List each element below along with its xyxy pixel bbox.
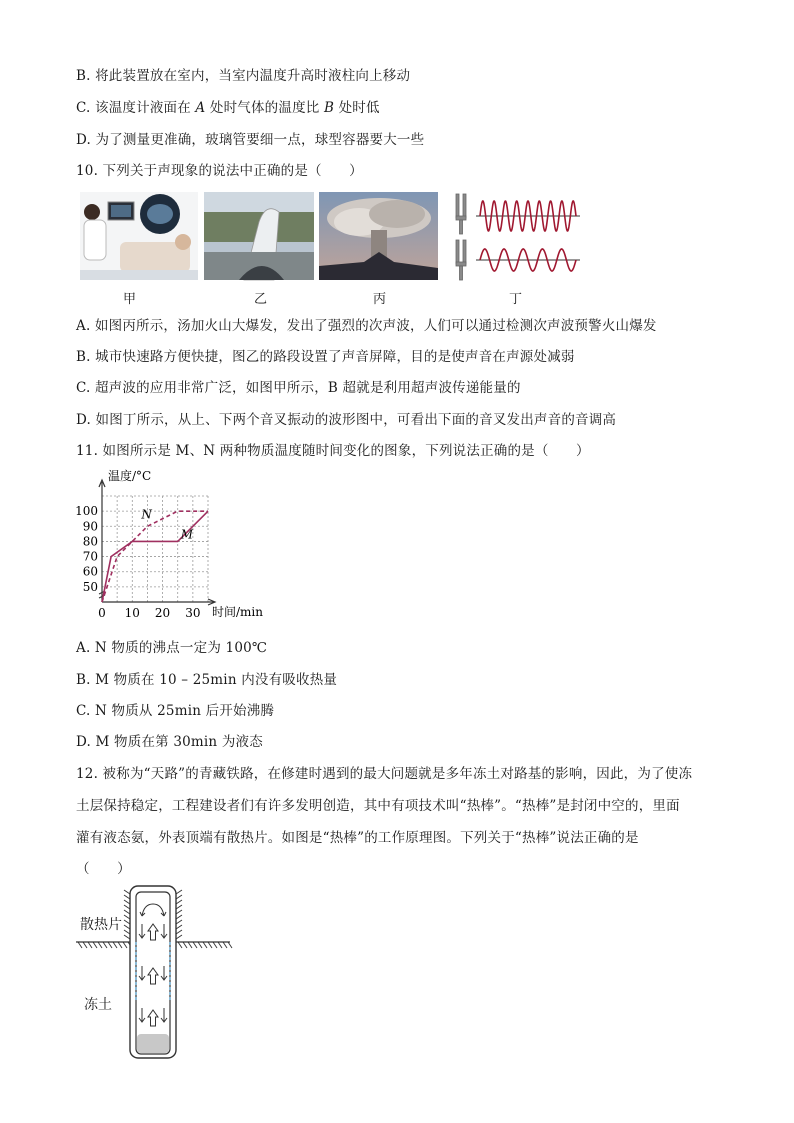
- ground-hatch-mark: [213, 942, 217, 948]
- q10-stem: 10. 下列关于声现象的说法中正确的是（ ）: [76, 163, 363, 179]
- x-tick-label: 30: [185, 606, 201, 620]
- ground-hatch-mark: [223, 942, 227, 948]
- fin-hatch-mark: [176, 930, 182, 934]
- fin-hatch-mark: [176, 890, 182, 894]
- ground-hatch-mark: [188, 942, 192, 948]
- q10-option-b: B. 城市快速路方便快捷，图乙的路段设置了声音屏障，目的是使声音在声源处减弱: [76, 349, 575, 365]
- q11-option-b: B. M 物质在 10 – 25min 内没有吸收热量: [76, 672, 338, 688]
- caption-yi: 乙: [254, 292, 268, 307]
- x-tick-label: 20: [154, 606, 171, 620]
- ground-hatch-mark: [113, 942, 117, 948]
- fin-hatch-mark: [124, 920, 130, 924]
- fin-hatch-mark: [176, 915, 182, 919]
- caption-bing: 丙: [373, 292, 387, 307]
- ground-hatch-mark: [83, 942, 87, 948]
- fin-hatch-mark: [124, 895, 130, 899]
- ultrasound-photo: [80, 192, 198, 280]
- series-label-N: N: [141, 507, 152, 522]
- y-tick-label: 100: [75, 504, 98, 519]
- ground-hatch-mark: [123, 942, 127, 948]
- ground-hatch-mark: [118, 942, 122, 948]
- chart-xlabel: 时间/min: [212, 605, 263, 619]
- q11-option-d: D. M 物质在第 30min 为液态: [76, 734, 263, 750]
- q10-option-c: C. 超声波的应用非常广泛，如图甲所示，B 超就是利用超声波传递能量的: [76, 380, 521, 396]
- caption-ding: 丁: [509, 292, 523, 307]
- y-tick-label: 50: [82, 579, 98, 594]
- q9-option-c-a: A: [195, 100, 206, 116]
- fin-hatch-mark: [124, 915, 130, 919]
- ground-hatch-mark: [93, 942, 97, 948]
- ground-hatch-mark: [183, 942, 187, 948]
- ground-hatch-mark: [88, 942, 92, 948]
- ground-hatch-mark: [103, 942, 107, 948]
- ground-hatch-mark: [228, 942, 232, 948]
- q12-line-2: 土层保持稳定，工程建设者们有许多发明创造，其中有项技术叫“热棒”。“热棒”是封闭中空的，里面: [76, 798, 680, 814]
- y-tick-label: 70: [82, 549, 98, 564]
- ground-hatch-mark: [203, 942, 207, 948]
- fin-hatch-mark: [124, 905, 130, 909]
- q11-stem: 11. 如图所示是 M、N 两种物质温度随时间变化的图象，下列说法正确的是（ ）: [76, 443, 590, 459]
- fin-hatch-mark: [176, 920, 182, 924]
- y-tick-label: 80: [82, 534, 98, 549]
- caption-jia: 甲: [123, 292, 137, 307]
- q9-option-c-b: B: [323, 100, 335, 116]
- q10-option-a: A. 如图丙所示，汤加火山大爆发，发出了强烈的次声波，人们可以通过检测次声波预警火山爆发: [76, 318, 657, 334]
- fin-hatch-mark: [124, 930, 130, 934]
- temperature-chart: [75, 464, 278, 624]
- fin-hatch-mark: [176, 905, 182, 909]
- x-tick-label: 10: [124, 606, 140, 620]
- y-tick-label: 60: [82, 564, 98, 579]
- q9-option-c-mid: 处时气体的温度比: [205, 100, 324, 116]
- ground-hatch-mark: [218, 942, 222, 948]
- ground-hatch-mark: [208, 942, 212, 948]
- series-label-M: M: [180, 527, 194, 542]
- ground-hatch-mark: [108, 942, 112, 948]
- fin-hatch-mark: [124, 935, 130, 939]
- label-heat-fin: 散热片: [80, 917, 122, 933]
- fin-hatch-mark: [124, 910, 130, 914]
- fin-hatch-mark: [176, 910, 182, 914]
- fin-hatch-mark: [176, 895, 182, 899]
- y-tick-label: 90: [82, 519, 98, 534]
- fin-hatch-mark: [176, 900, 182, 904]
- q12-line-3: 灌有液态氨，外表顶端有散热片。如图是“热棒”的工作原理图。下列关于“热棒”说法正确的是: [76, 830, 639, 846]
- q9-option-c-post: 处时低: [334, 100, 380, 116]
- q12-line-1: 12. 被称为“天路”的青藏铁路，在修建时遇到的最大问题就是多年冻土对路基的影响，因此，为了使冻: [76, 766, 693, 782]
- q9-option-c: [76, 96, 380, 116]
- ground-hatch-mark: [198, 942, 202, 948]
- fin-hatch-mark: [176, 935, 182, 939]
- q9-option-d: D. 为了测量更准确，玻璃管要细一点，球型容器要大一些: [76, 132, 425, 148]
- fin-hatch-mark: [124, 900, 130, 904]
- label-frozen-soil: 冻土: [84, 997, 112, 1013]
- x-tick-label: 0: [98, 606, 106, 620]
- ground-hatch-mark: [178, 942, 182, 948]
- volcano-photo: [319, 192, 438, 280]
- q9-option-b: B. 将此装置放在室内，当室内温度升高时液柱向上移动: [76, 68, 411, 84]
- ground-hatch-mark: [78, 942, 82, 948]
- q10-option-d: D. 如图丁所示，从上、下两个音叉振动的波形图中，可看出下面的音叉发出声音的音调高: [76, 412, 617, 428]
- q9-option-c-pre: C. 该温度计液面在: [76, 100, 196, 116]
- chart-ylabel: 温度/°C: [108, 469, 152, 483]
- fin-hatch-mark: [176, 925, 182, 929]
- ground-hatch-mark: [98, 942, 102, 948]
- fin-hatch-mark: [124, 890, 130, 894]
- q11-option-c: C. N 物质从 25min 后开始沸腾: [76, 703, 275, 719]
- tuning-fork-waves: [452, 190, 580, 282]
- heat-pipe-diagram: [76, 876, 236, 1060]
- fin-hatch-mark: [124, 925, 130, 929]
- ground-hatch-mark: [193, 942, 197, 948]
- noise-barrier-photo: [204, 192, 314, 280]
- q12-line-4: （ ）: [76, 861, 131, 877]
- q11-option-a: A. N 物质的沸点一定为 100℃: [76, 640, 268, 656]
